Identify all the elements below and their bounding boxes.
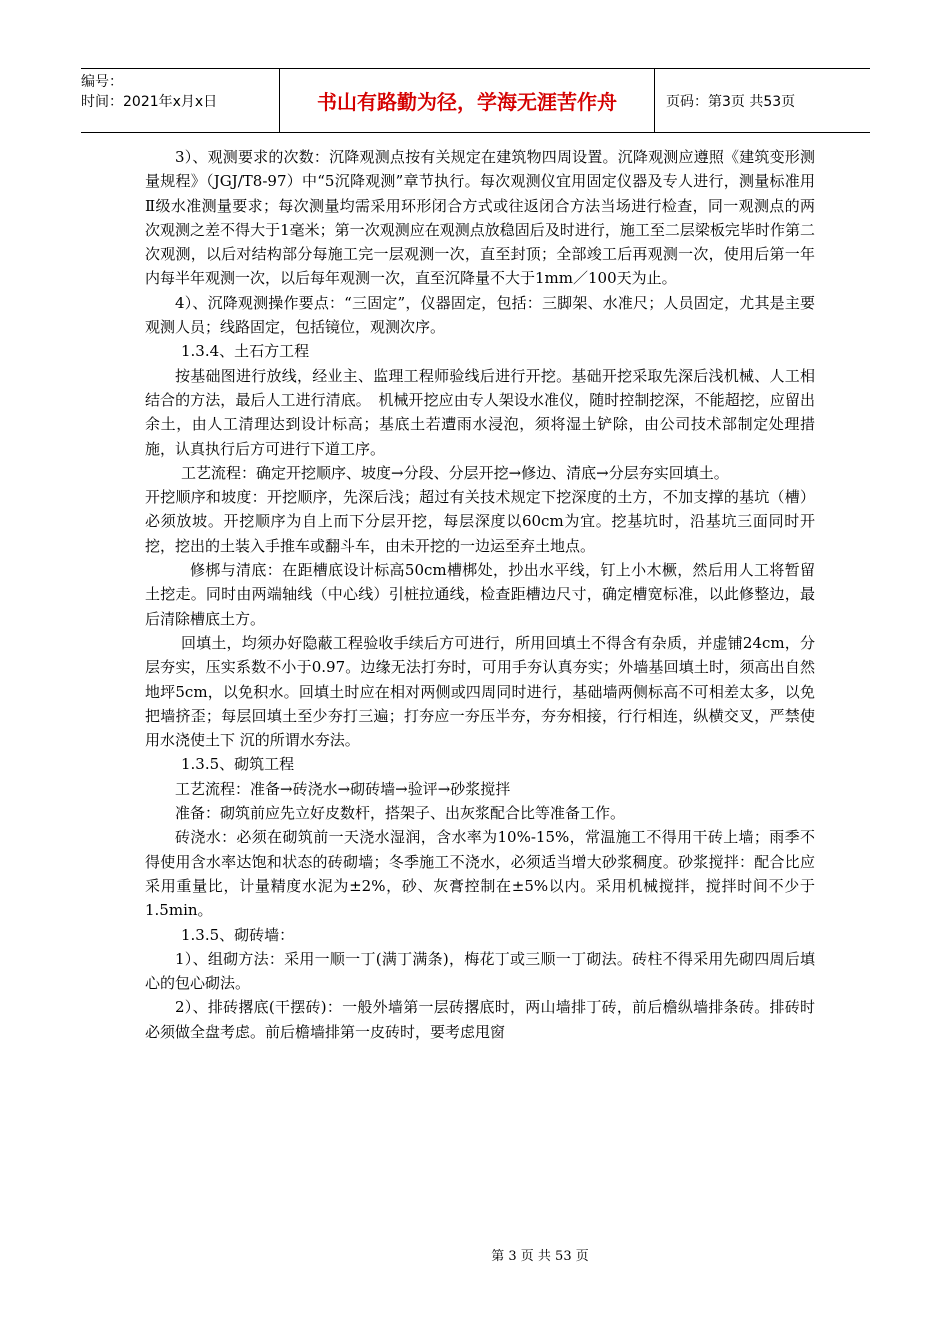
section-heading: 1.3.5、砌砖墙： (181, 925, 295, 944)
document-date: 时间：2021年x月x日 (81, 94, 218, 110)
paragraph: 回填土，均须办好隐蔽工程验收手续后方可进行，所用回填土不得含有杂质，并虚铺24cm，分层夯实，压实系数不小于0.97。边缘无法打夯时，可用手夯认真夯实；外墙基回填土时，须高出自然地坪5cm，以免积水。回填土时应在相对两侧或四周同时进行，基础墙两侧标高不可相差太多，以免把墙挤歪；每层回填土至少夯打三遍；打夯应一夯压半夯，夯夯相接，行行相连，纵横交叉，严禁使用水浇使土下 沉的所谓水夯法。 (145, 633, 815, 750)
section-heading: 1.3.4、土石方工程 (181, 342, 310, 361)
page-footer: 第 3 页 共 53 页 (491, 1249, 589, 1264)
paragraph: 4）、沉降观测操作要点：“三固定”，仪器固定，包括：三脚架、水准尺；人员固定，尤其是主要观测人员；线路固定，包括镜位，观测次序。 (145, 293, 815, 337)
paragraph: 2）、排砖撂底(干摆砖)：一般外墙第一层砖撂底时，两山墙排丁砖，前后檐纵墙排条砖。排砖时必须做全盘考虑。前后檐墙排第一皮砖时，要考虑甩窗 (145, 998, 815, 1041)
paragraph: 修梆与清底：在距槽底设计标高50cm槽梆处，抄出水平线，钉上小木橛，然后用人工将暂留土挖走。同时由两端轴线（中心线）引桩拉通线，检查距槽边尺寸，确定槽宽标准，以此修整边，最后清除槽底土方。 (145, 561, 815, 628)
paragraph: 工艺流程：准备→砖浇水→砌砖墙→验评→砂浆搅拌 (175, 779, 511, 798)
document-code-label: 编号： (81, 74, 123, 90)
document-body (145, 145, 815, 1044)
paragraph: 1）、组砌方法：采用一顺一丁(满丁满条)，梅花丁或三顺一丁砌法。砖柱不得采用先砌四周后填心的包心砌法。 (145, 949, 815, 993)
paragraph: 准备：砌筑前应先立好皮数杆，搭架子、出灰浆配合比等准备工作。 (175, 804, 626, 823)
paragraph: 3）、观测要求的次数：沉降观测点按有关规定在建筑物四周设置。沉降观测应遵照《建筑变形测量规程》（JGJ/T8-97）中“5沉降观测”章节执行。每次观测仪宜用固定仪器及专人进行，测量标准用Ⅱ级水准测量要求；每次测量均需采用环形闭合方式或往返闭合方法当场进行检查，同一观测点的两次观测之差不得大于1毫米；第一次观测应在观测点放稳固后及时进行，施工至二层梁板完毕时作第二次观测，以后对结构部分每施工完一层观测一次，直至封顶；全部竣工后再观测一次，使用后第一年内每半年观测一次，以后每年观测一次，直至沉降量不大于1mm／100天为止。 (145, 148, 815, 288)
header-page-info: 页码：第3页 共53页 (666, 93, 796, 110)
section-heading: 1.3.5、砌筑工程 (181, 755, 295, 774)
page-header (81, 68, 870, 133)
header-meta (81, 69, 279, 132)
paragraph: 开挖顺序和坡度：开挖顺序，先深后浅；超过有关技术规定下挖深度的土方，不加支撑的基坑（槽）必须放坡。开挖顺序为自上而下分层开挖，每层深度以60cm为宜。挖基坑时，沿基坑三面同时开挖，挖出的土装入手推车或翻斗车，由未开挖的一边运至弃土地点。 (145, 488, 815, 555)
paragraph: 砖浇水：必须在砌筑前一天浇水湿润，含水率为10%-15%，常温施工不得用干砖上墙；雨季不得使用含水率达饱和状态的砖砌墙；冬季施工不浇水，必须适当增大砂浆稠度。砂浆搅拌：配合比应采用重量比，计量精度水泥为±2%，砂、灰膏控制在±5%以内。采用机械搅拌，搅拌时间不少于1.5min。 (145, 828, 815, 920)
paragraph: 工艺流程：确定开挖顺序、坡度→分段、分层开挖→修边、清底→分层夯实回填土。 (181, 463, 729, 482)
header-motto: 书山有路勤为径，学海无涯苦作舟 (279, 69, 655, 132)
paragraph: 按基础图进行放线，经业主、监理工程师验线后进行开挖。基础开挖采取先深后浅机械、人工相结合的方法，最后人工进行清底。 机械开挖应由专人架设水准仪，随时控制挖深，不能超挖，应留出余土，由人工清理达到设计标高；基底土若遭雨水浸泡，须将湿土铲除，由公司技术部制定处理措施，认真执行后方可进行下道工序。 (145, 366, 815, 458)
